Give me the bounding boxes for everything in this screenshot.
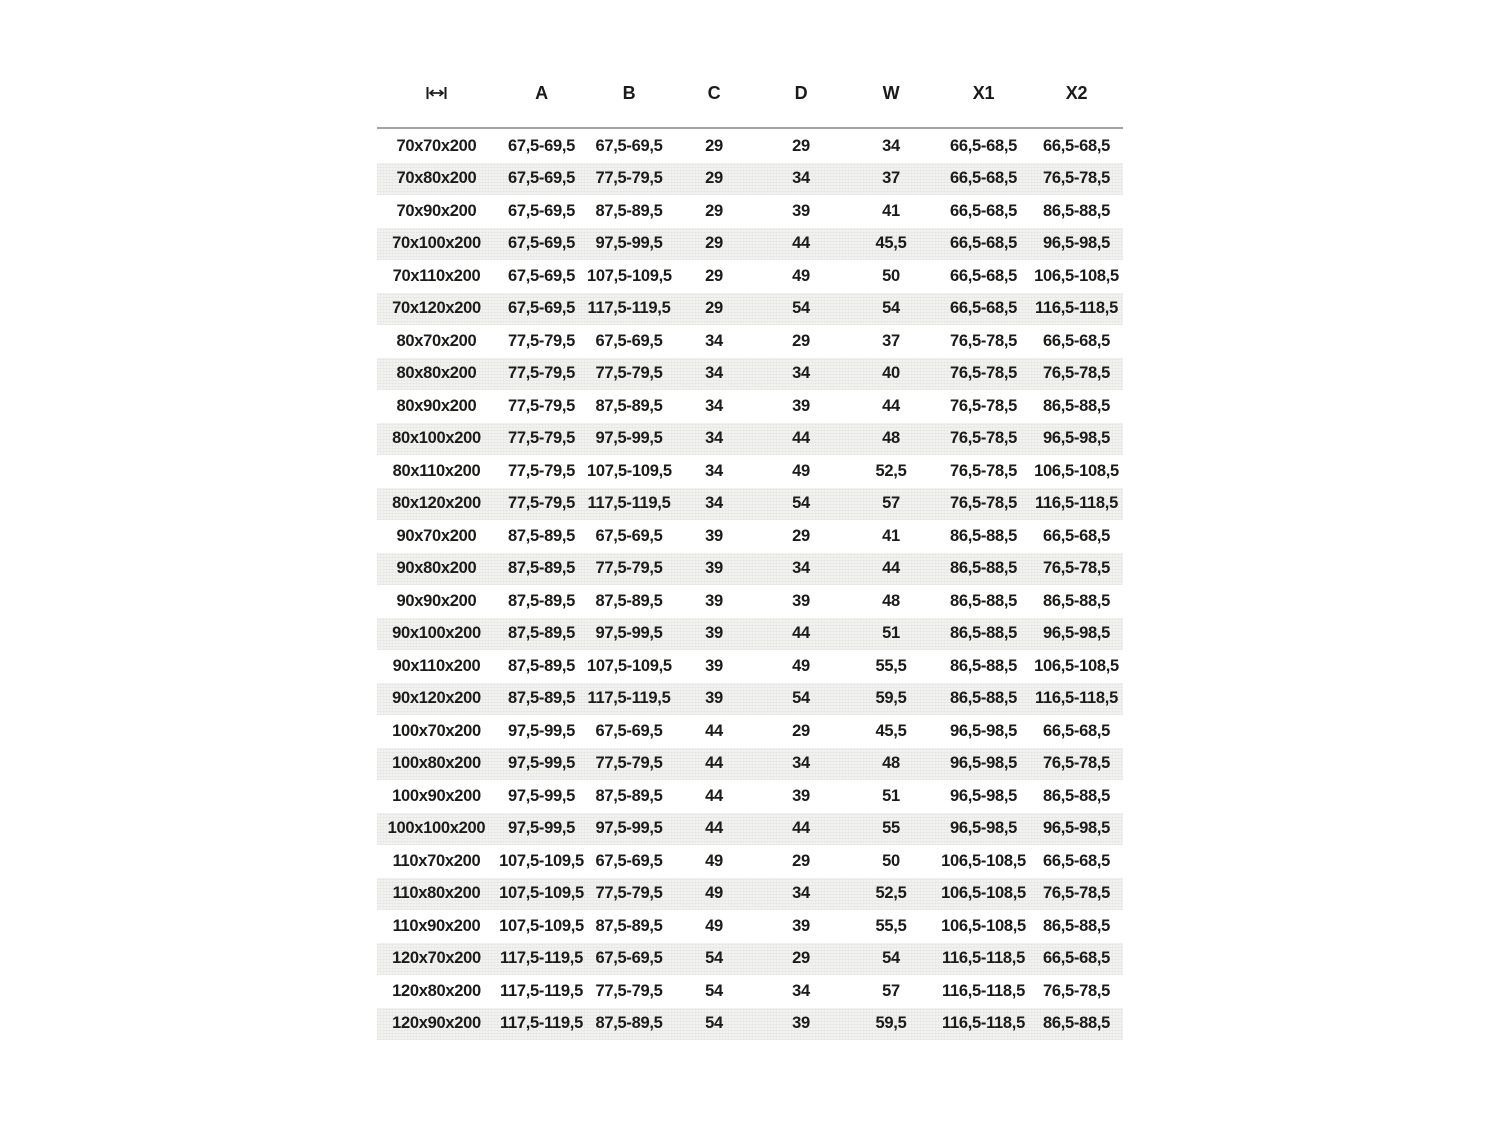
a-cell: 87,5-89,5 [507,526,576,545]
w-cell: 44 [882,396,900,415]
b-cell: 117,5-119,5 [587,299,671,318]
c-cell: 34 [705,396,723,415]
x2-cell: 66,5-68,5 [1042,331,1111,350]
x1-cell: 116,5-118,5 [942,981,1025,1000]
c-cell: 44 [705,786,723,805]
a-cell: 87,5-89,5 [507,559,576,578]
c-cell: 39 [705,559,723,578]
table-row [377,748,1123,781]
w-cell: 37 [882,331,900,350]
table-row [377,358,1123,391]
width-dimension-icon [426,86,447,100]
c-cell: 49 [705,916,723,935]
x1-cell: 76,5-78,5 [949,396,1018,415]
table-body [377,130,1123,1040]
d-cell: 39 [792,916,810,935]
size-column-header [377,86,496,100]
d-cell: 54 [792,299,810,318]
x2-cell: 66,5-68,5 [1042,949,1111,968]
size-cell: 120x90x200 [392,1014,481,1033]
x1-cell: 86,5-88,5 [949,526,1018,545]
b-cell: 67,5-69,5 [595,331,663,350]
x1-cell: 106,5-108,5 [941,884,1026,903]
size-cell: 110x90x200 [392,916,481,935]
x2-cell: 76,5-78,5 [1042,754,1111,773]
b-cell: 87,5-89,5 [595,591,663,610]
x1-cell: 116,5-118,5 [942,949,1025,968]
x2-cell: 66,5-68,5 [1042,721,1111,740]
size-cell: 100x100x200 [387,819,486,838]
table-row [377,878,1123,911]
d-cell: 34 [792,884,810,903]
table-row [377,780,1123,813]
a-cell: 117,5-119,5 [500,1014,583,1033]
x1-cell: 76,5-78,5 [949,429,1018,448]
size-cell: 70x70x200 [396,136,477,155]
c-cell: 39 [705,526,723,545]
w-cell: 54 [882,299,900,318]
b-cell: 67,5-69,5 [595,136,663,155]
c-cell: 29 [705,201,723,220]
d-cell: 49 [792,266,810,285]
size-cell: 80x110x200 [392,461,481,480]
column-header-x1: X1 [972,82,995,103]
size-cell: 90x90x200 [396,591,477,610]
b-cell: 107,5-109,5 [587,266,672,285]
w-cell: 50 [882,266,900,285]
x2-cell: 76,5-78,5 [1042,364,1111,383]
b-cell: 67,5-69,5 [595,851,663,870]
table-row [377,845,1123,878]
w-cell: 48 [882,591,900,610]
x2-cell: 86,5-88,5 [1042,591,1111,610]
table-row [377,813,1123,846]
x1-cell: 106,5-108,5 [941,916,1026,935]
b-cell: 77,5-79,5 [595,884,663,903]
size-cell: 70x90x200 [396,201,477,220]
c-cell: 49 [705,851,723,870]
x2-cell: 106,5-108,5 [1034,266,1119,285]
size-cell: 70x100x200 [392,234,481,253]
x2-cell: 96,5-98,5 [1042,234,1111,253]
d-cell: 44 [792,234,810,253]
c-cell: 44 [705,754,723,773]
w-cell: 52,5 [875,884,907,903]
x1-cell: 96,5-98,5 [949,721,1018,740]
x1-cell: 66,5-68,5 [949,266,1018,285]
table-row [377,683,1123,716]
b-cell: 117,5-119,5 [587,494,671,513]
x1-cell: 96,5-98,5 [949,786,1018,805]
x2-cell: 76,5-78,5 [1042,884,1111,903]
table-header-row [377,78,1123,108]
c-cell: 34 [705,364,723,383]
w-cell: 51 [882,624,900,643]
a-cell: 97,5-99,5 [507,754,576,773]
size-cell: 80x80x200 [396,364,477,383]
a-cell: 67,5-69,5 [507,266,576,285]
column-header-a: A [535,82,548,103]
d-cell: 44 [792,429,810,448]
a-cell: 97,5-99,5 [507,721,576,740]
d-cell: 39 [792,591,810,610]
w-cell: 55 [882,819,900,838]
a-cell: 87,5-89,5 [507,656,576,675]
d-cell: 39 [792,201,810,220]
b-cell: 87,5-89,5 [595,201,663,220]
x2-cell: 66,5-68,5 [1042,136,1111,155]
a-cell: 87,5-89,5 [507,689,576,708]
c-cell: 29 [705,266,723,285]
d-cell: 39 [792,786,810,805]
d-cell: 34 [792,364,810,383]
w-cell: 45,5 [875,234,907,253]
w-cell: 57 [882,494,900,513]
w-cell: 55,5 [875,656,907,675]
w-cell: 34 [882,136,900,155]
size-cell: 90x80x200 [396,559,477,578]
table-row [377,618,1123,651]
d-cell: 29 [792,331,810,350]
w-cell: 44 [882,559,900,578]
x2-cell: 106,5-108,5 [1034,656,1119,675]
c-cell: 29 [705,136,723,155]
w-cell: 37 [882,169,900,188]
table-row [377,130,1123,163]
c-cell: 39 [705,689,723,708]
table-row [377,520,1123,553]
c-cell: 34 [705,429,723,448]
x1-cell: 86,5-88,5 [949,656,1018,675]
c-cell: 34 [705,494,723,513]
x1-cell: 66,5-68,5 [949,169,1018,188]
b-cell: 77,5-79,5 [595,169,663,188]
dimensions-table [377,78,1123,1040]
size-cell: 80x90x200 [396,396,477,415]
table-row [377,715,1123,748]
b-cell: 67,5-69,5 [595,526,663,545]
b-cell: 77,5-79,5 [595,364,663,383]
size-cell: 110x70x200 [392,851,481,870]
b-cell: 67,5-69,5 [595,949,663,968]
a-cell: 107,5-109,5 [499,916,584,935]
a-cell: 77,5-79,5 [507,461,576,480]
table-row [377,195,1123,228]
d-cell: 39 [792,396,810,415]
size-cell: 110x80x200 [392,884,481,903]
a-cell: 97,5-99,5 [507,786,576,805]
b-cell: 97,5-99,5 [595,819,663,838]
a-cell: 117,5-119,5 [500,949,583,968]
table-row [377,325,1123,358]
d-cell: 34 [792,981,810,1000]
c-cell: 29 [705,234,723,253]
c-cell: 34 [705,331,723,350]
x1-cell: 96,5-98,5 [949,754,1018,773]
x2-cell: 96,5-98,5 [1042,624,1111,643]
a-cell: 67,5-69,5 [507,201,576,220]
column-header-d: D [794,82,808,103]
size-cell: 100x70x200 [392,721,481,740]
x1-cell: 66,5-68,5 [949,136,1018,155]
x1-cell: 96,5-98,5 [949,819,1018,838]
a-cell: 77,5-79,5 [507,494,576,513]
d-cell: 29 [792,721,810,740]
d-cell: 29 [792,526,810,545]
table-row [377,488,1123,521]
size-cell: 90x100x200 [392,624,481,643]
w-cell: 51 [882,786,900,805]
b-cell: 87,5-89,5 [595,396,663,415]
b-cell: 97,5-99,5 [595,234,663,253]
column-header-w: W [882,82,900,103]
x2-cell: 86,5-88,5 [1042,396,1111,415]
x1-cell: 86,5-88,5 [949,689,1018,708]
a-cell: 67,5-69,5 [507,299,576,318]
x2-cell: 96,5-98,5 [1042,429,1111,448]
table-row [377,455,1123,488]
d-cell: 34 [792,754,810,773]
d-cell: 54 [792,494,810,513]
x2-cell: 66,5-68,5 [1042,526,1111,545]
size-cell: 80x120x200 [392,494,481,513]
a-cell: 97,5-99,5 [507,819,576,838]
d-cell: 34 [792,169,810,188]
d-cell: 29 [792,851,810,870]
x1-cell: 66,5-68,5 [949,299,1018,318]
size-cell: 120x80x200 [392,981,481,1000]
b-cell: 117,5-119,5 [587,689,671,708]
table-row [377,910,1123,943]
table-row [377,1008,1123,1041]
c-cell: 44 [705,721,723,740]
x1-cell: 76,5-78,5 [949,331,1018,350]
x2-cell: 86,5-88,5 [1042,201,1111,220]
size-cell: 80x100x200 [392,429,481,448]
w-cell: 48 [882,429,900,448]
x1-cell: 86,5-88,5 [949,559,1018,578]
d-cell: 29 [792,136,810,155]
c-cell: 39 [705,624,723,643]
w-cell: 54 [882,949,900,968]
size-cell: 90x70x200 [396,526,477,545]
size-cell: 70x120x200 [392,299,481,318]
c-cell: 34 [705,461,723,480]
a-cell: 107,5-109,5 [499,851,584,870]
a-cell: 77,5-79,5 [507,364,576,383]
b-cell: 67,5-69,5 [595,721,663,740]
c-cell: 49 [705,884,723,903]
column-header-x2: X2 [1065,82,1088,103]
x2-cell: 66,5-68,5 [1042,851,1111,870]
table-row [377,975,1123,1008]
a-cell: 67,5-69,5 [507,136,576,155]
w-cell: 59,5 [875,689,907,708]
x1-cell: 66,5-68,5 [949,201,1018,220]
b-cell: 107,5-109,5 [587,461,672,480]
b-cell: 87,5-89,5 [595,916,663,935]
x1-cell: 76,5-78,5 [949,364,1018,383]
table-row [377,943,1123,976]
x1-cell: 106,5-108,5 [941,851,1026,870]
c-cell: 44 [705,819,723,838]
c-cell: 39 [705,591,723,610]
x2-cell: 86,5-88,5 [1042,916,1111,935]
d-cell: 54 [792,689,810,708]
w-cell: 45,5 [875,721,907,740]
c-cell: 29 [705,299,723,318]
d-cell: 34 [792,559,810,578]
d-cell: 29 [792,949,810,968]
w-cell: 57 [882,981,900,1000]
size-cell: 70x80x200 [396,169,477,188]
b-cell: 77,5-79,5 [595,754,663,773]
x1-cell: 76,5-78,5 [949,461,1018,480]
x2-cell: 76,5-78,5 [1042,559,1111,578]
x1-cell: 86,5-88,5 [949,624,1018,643]
w-cell: 40 [882,364,900,383]
table-row [377,228,1123,261]
c-cell: 54 [705,981,723,1000]
b-cell: 87,5-89,5 [595,786,663,805]
w-cell: 50 [882,851,900,870]
a-cell: 77,5-79,5 [507,331,576,350]
c-cell: 54 [705,1014,723,1033]
a-cell: 77,5-79,5 [507,396,576,415]
b-cell: 97,5-99,5 [595,429,663,448]
size-cell: 120x70x200 [392,949,481,968]
column-header-b: B [622,82,636,103]
d-cell: 44 [792,624,810,643]
table-row [377,293,1123,326]
w-cell: 59,5 [875,1014,907,1033]
column-header-c: C [707,82,721,103]
d-cell: 49 [792,461,810,480]
w-cell: 52,5 [875,461,907,480]
x1-cell: 76,5-78,5 [949,494,1018,513]
a-cell: 67,5-69,5 [507,169,576,188]
size-cell: 100x90x200 [392,786,481,805]
x2-cell: 106,5-108,5 [1034,461,1119,480]
w-cell: 41 [882,201,900,220]
x1-cell: 86,5-88,5 [949,591,1018,610]
w-cell: 48 [882,754,900,773]
x2-cell: 116,5-118,5 [1035,494,1118,513]
a-cell: 117,5-119,5 [500,981,583,1000]
x1-cell: 116,5-118,5 [942,1014,1025,1033]
table-row [377,553,1123,586]
size-cell: 80x70x200 [396,331,477,350]
x2-cell: 76,5-78,5 [1042,169,1111,188]
size-cell: 90x120x200 [392,689,481,708]
x2-cell: 116,5-118,5 [1035,299,1118,318]
c-cell: 54 [705,949,723,968]
x2-cell: 86,5-88,5 [1042,786,1111,805]
x2-cell: 86,5-88,5 [1042,1014,1111,1033]
d-cell: 44 [792,819,810,838]
c-cell: 29 [705,169,723,188]
x1-cell: 66,5-68,5 [949,234,1018,253]
b-cell: 77,5-79,5 [595,559,663,578]
table-row [377,390,1123,423]
table-row [377,585,1123,618]
b-cell: 97,5-99,5 [595,624,663,643]
header-divider [377,127,1123,129]
w-cell: 41 [882,526,900,545]
a-cell: 67,5-69,5 [507,234,576,253]
d-cell: 39 [792,1014,810,1033]
a-cell: 87,5-89,5 [507,591,576,610]
d-cell: 49 [792,656,810,675]
b-cell: 107,5-109,5 [587,656,672,675]
x2-cell: 76,5-78,5 [1042,981,1111,1000]
table-row [377,650,1123,683]
size-cell: 90x110x200 [392,656,481,675]
c-cell: 39 [705,656,723,675]
table-row [377,423,1123,456]
x2-cell: 96,5-98,5 [1042,819,1111,838]
size-cell: 70x110x200 [392,266,481,285]
b-cell: 87,5-89,5 [595,1014,663,1033]
table-row [377,260,1123,293]
size-cell: 100x80x200 [392,754,481,773]
a-cell: 77,5-79,5 [507,429,576,448]
a-cell: 107,5-109,5 [499,884,584,903]
table-row [377,163,1123,196]
a-cell: 87,5-89,5 [507,624,576,643]
w-cell: 55,5 [875,916,907,935]
b-cell: 77,5-79,5 [595,981,663,1000]
x2-cell: 116,5-118,5 [1035,689,1118,708]
